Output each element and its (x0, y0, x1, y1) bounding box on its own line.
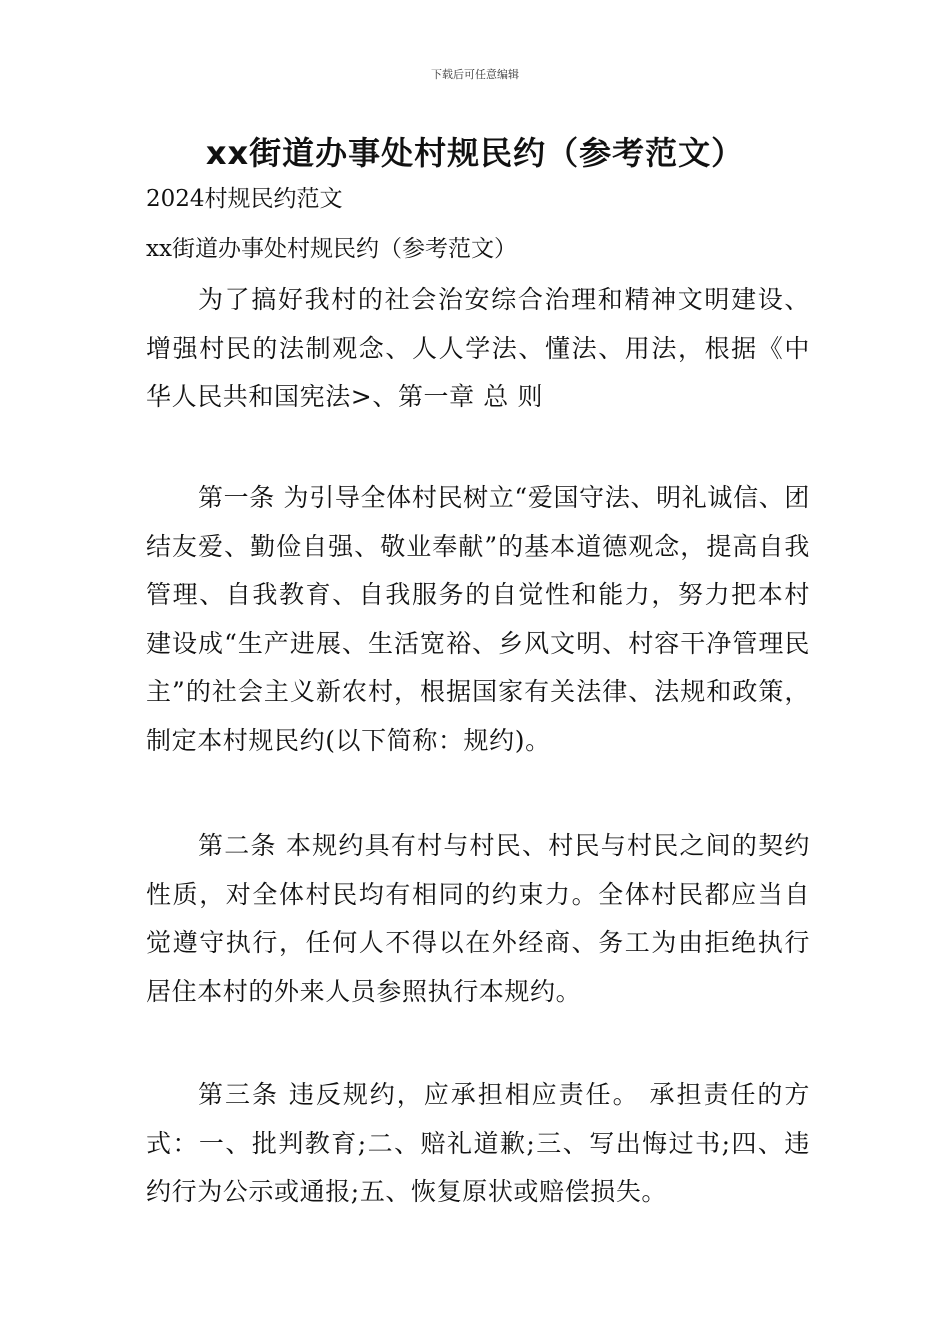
paragraph-article-1: 第一条 为引导全体村民树立“爱国守法、明礼诚信、团结友爱、勤俭自强、敬业奉献”的基本道德观念，提高自我管理、自我教育、自我服务的自觉性和能力，努力把本村建设成“生产进展、生活宽裕、乡风文明、村容干净管理民主”的社会主义新农村，根据国家有关法律、法规和政策，制定本村规民约(以下简称：规约)。 (146, 483, 810, 755)
subtitle-year-line: 2024村规民约范文 (146, 186, 343, 212)
paragraph-article-2: 第二条 本规约具有村与村民、村民与村民之间的契约性质，对全体村民均有相同的约束力。全体村民都应当自觉遵守执行，任何人不得以在外经商、务工为由拒绝执行居住本村的外来人员参照执行本规约。 (146, 831, 810, 1006)
paragraph-intro: 为了搞好我村的社会治安综合治理和精神文明建设、增强村民的法制观念、人人学法、懂法、用法，根据《中华人民共和国宪法>、第一章 总 则 (146, 285, 810, 411)
document-title: xx街道办事处村规民约（参考范文） (205, 134, 745, 172)
paragraph-article-3: 第三条 违反规约，应承担相应责任。 承担责任的方式：一、批判教育;二、赔礼道歉;三、写出悔过书;四、违约行为公示或通报;五、恢复原状或赔偿损失。 (146, 1080, 810, 1206)
header-note: 下载后可任意编辑 (431, 68, 519, 81)
subtitle-title-line: xx街道办事处村规民约（参考范文） (146, 236, 517, 262)
